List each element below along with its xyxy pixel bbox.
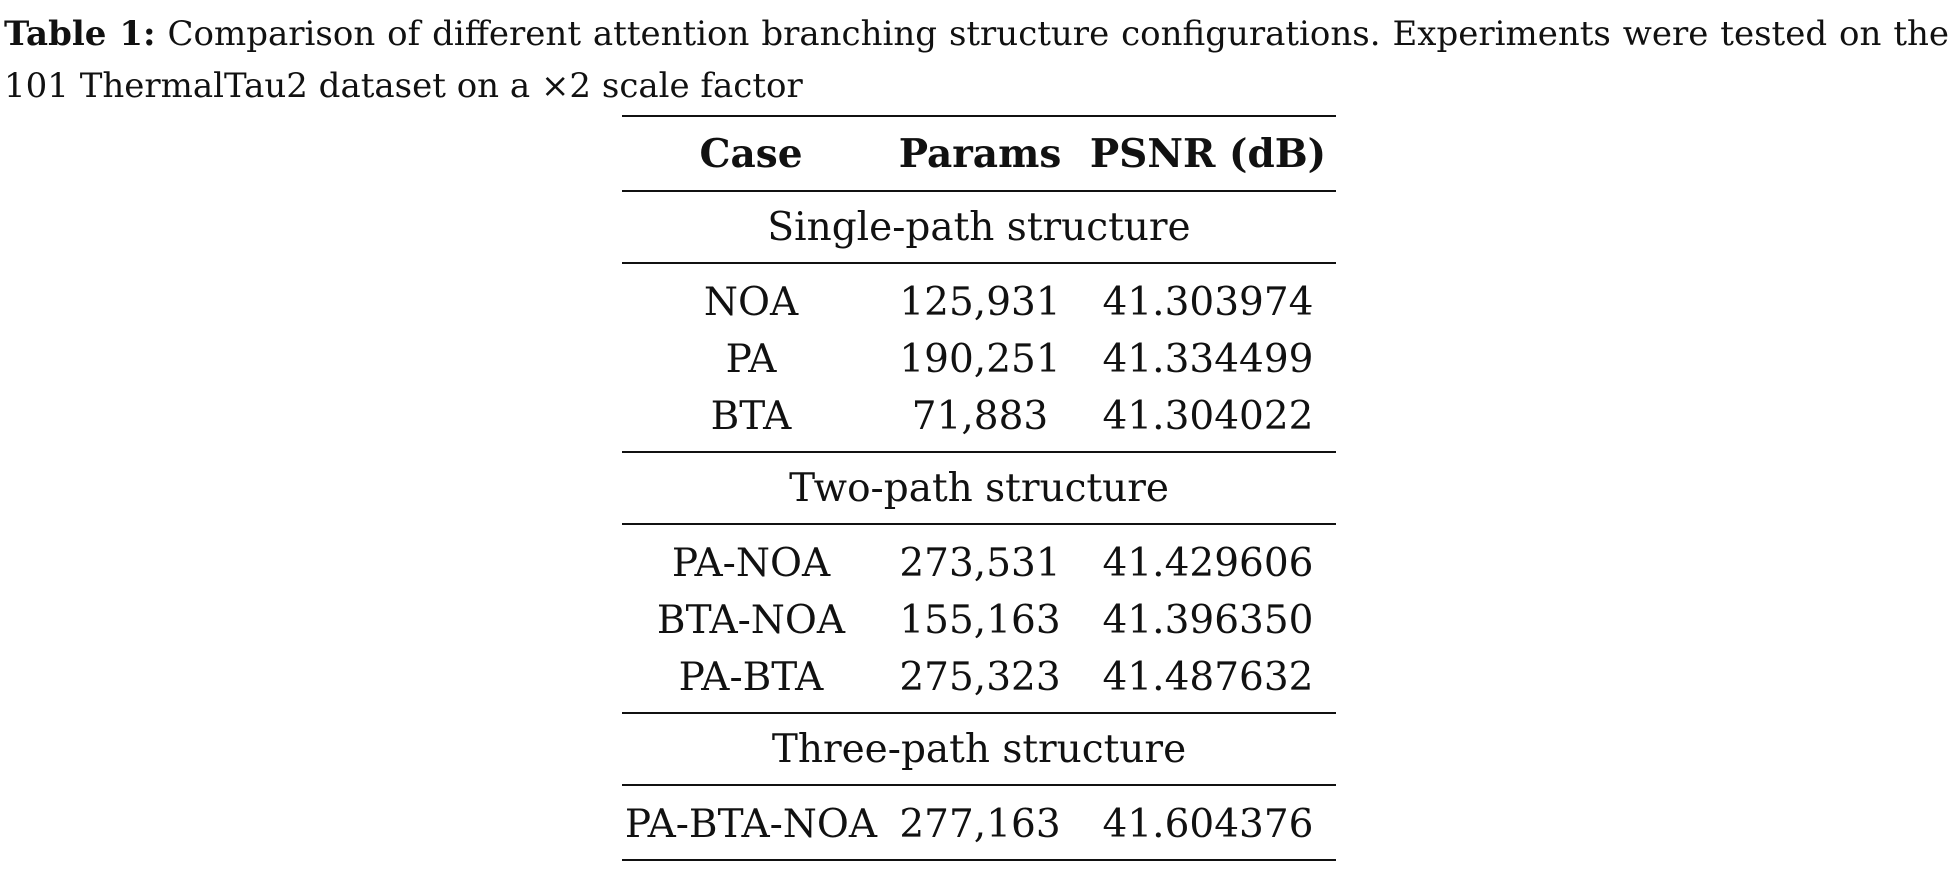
table-caption bbox=[4, 8, 1949, 112]
table-row bbox=[622, 535, 1336, 592]
cell-case: BTA bbox=[622, 388, 880, 452]
table-row bbox=[622, 274, 1336, 331]
cell-case: PA-NOA bbox=[671, 541, 831, 586]
cell-params: 125,931 bbox=[899, 280, 1061, 325]
table-row bbox=[622, 331, 1336, 388]
table-row bbox=[622, 796, 1336, 860]
group-title: Three-path structure bbox=[622, 713, 1336, 785]
group-header-single-path bbox=[622, 191, 1336, 263]
group-header-three-path bbox=[622, 713, 1336, 785]
results-table bbox=[622, 115, 1336, 861]
cell-params: 277,163 bbox=[880, 796, 1080, 860]
cell-params: 273,531 bbox=[899, 541, 1061, 586]
header-params: Params bbox=[880, 116, 1080, 191]
cell-psnr: 41.604376 bbox=[1080, 796, 1336, 860]
cell-params: 275,323 bbox=[880, 649, 1080, 713]
group-header-two-path bbox=[622, 452, 1336, 524]
cell-case: PA-BTA bbox=[622, 649, 880, 713]
cell-psnr: 41.304022 bbox=[1080, 388, 1336, 452]
table-row bbox=[622, 649, 1336, 713]
table-header-row bbox=[622, 116, 1336, 191]
caption-text: Comparison of different attention branching structure configurations. Experiments were tested on the 101 ThermalTau2 dataset on a ×2 scale factor bbox=[4, 14, 1949, 106]
group-title: Single-path structure bbox=[622, 191, 1336, 263]
cell-case: BTA-NOA bbox=[656, 598, 846, 643]
cell-psnr: 41.303974 bbox=[1102, 280, 1314, 325]
caption-label: Table 1: bbox=[4, 14, 156, 54]
cell-case: PA bbox=[725, 337, 777, 382]
header-case: Case bbox=[622, 116, 880, 191]
cell-params: 190,251 bbox=[899, 337, 1061, 382]
table-row bbox=[622, 388, 1336, 452]
cell-psnr: 41.334499 bbox=[1102, 337, 1314, 382]
cell-psnr: 41.487632 bbox=[1080, 649, 1336, 713]
group-title: Two-path structure bbox=[622, 452, 1336, 524]
cell-psnr: 41.396350 bbox=[1102, 598, 1314, 643]
cell-case: PA-BTA-NOA bbox=[622, 796, 880, 860]
header-psnr: PSNR (dB) bbox=[1080, 116, 1336, 191]
cell-params: 71,883 bbox=[880, 388, 1080, 452]
table-row bbox=[622, 592, 1336, 649]
cell-params: 155,163 bbox=[899, 598, 1061, 643]
cell-case: NOA bbox=[703, 280, 799, 325]
cell-psnr: 41.429606 bbox=[1102, 541, 1314, 586]
